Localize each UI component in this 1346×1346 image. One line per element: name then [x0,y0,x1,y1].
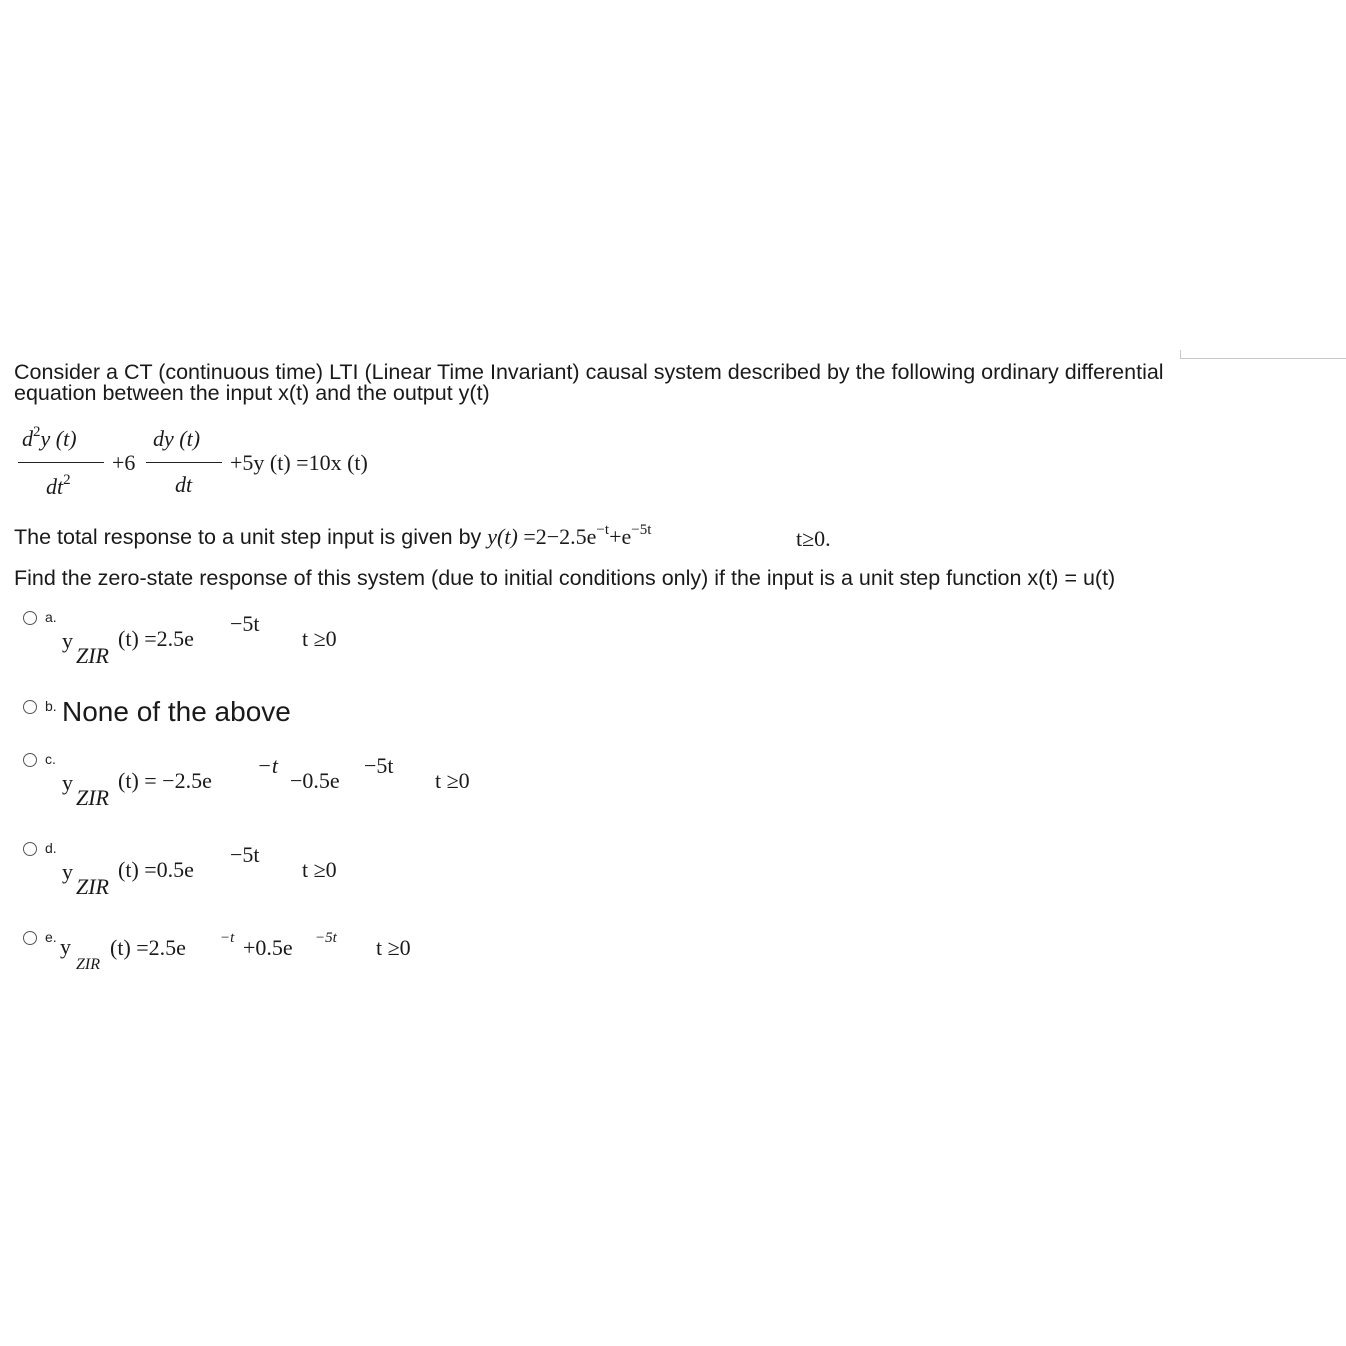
ode-frac-bar-1 [18,462,104,463]
ode-den1: $dt^2$ [46,472,71,499]
option-e-cond: t ≥0 [376,935,411,960]
ode-plus6: +6 [112,450,136,475]
option-e-radio[interactable] [23,931,37,945]
total-response-expr: $y(t) =2-2.5e^{-t}+e^{-5t}$ [487,522,652,549]
find-expr: x(t) = u(t) [1027,566,1116,590]
option-c-body: (t) = −2.5e [118,768,212,793]
option-d-body: (t) =0.5e [118,857,194,882]
option-b-letter: b. [45,698,57,714]
option-c-mid: −0.5e [290,768,340,793]
option-d-letter: d. [45,840,57,856]
option-c-exp1: −t [257,753,278,778]
option-c-cond: t ≥0 [435,768,470,793]
ode-rest: +5y (t) =10x (t) [230,450,368,475]
ode-frac-bar-2 [146,462,222,463]
option-d-y: y [62,859,73,884]
total-response-condition: t≥0. [796,526,831,551]
option-d-exp: −5t [230,842,260,867]
option-e-mid: +0.5e [243,935,293,960]
option-e-body: (t) =2.5e [110,935,186,960]
option-d-cond: t ≥0 [302,857,337,882]
total-response-text: The total response to a unit step input is given by [14,525,488,549]
option-a-sub: ZIR [76,643,109,668]
ode-den2: dt [175,472,193,497]
option-c-sub: ZIR [76,785,109,810]
option-a-letter: a. [45,609,57,625]
option-e-letter: e. [45,929,57,945]
total-response-line [14,522,652,551]
panel-corner-border [1180,350,1346,359]
ode-num2: dy (t) [153,426,201,451]
ode-num1: $d^2y$ (t) [22,424,77,451]
option-e-y: y [60,934,71,959]
option-a-exp: −5t [230,611,260,636]
option-a-body: (t) =2.5e [118,626,194,651]
option-c-y: y [62,770,73,795]
option-a-cond: t ≥0 [302,626,337,651]
question-intro-line1: Consider a CT (continuous time) LTI (Linear Time Invariant) causal system described by the following ordinary differential [14,360,1164,384]
option-c-letter: c. [45,751,56,767]
option-a-y: y [62,628,73,653]
option-e-exp1: −t [220,930,235,946]
option-d-sub: ZIR [76,874,109,899]
option-c-radio[interactable] [23,753,37,767]
find-text: Find the zero-state response of this system (due to initial conditions only) if the input is a unit step function [14,566,1028,590]
option-a-radio[interactable] [23,611,37,625]
question-intro-line2: equation between the input x(t) and the output y(t) [14,381,490,405]
option-b-radio[interactable] [23,700,37,714]
option-b-text: None of the above [62,696,291,727]
option-e-sub: ZIR [76,956,100,973]
option-e-exp2: −5t [315,930,337,946]
option-d-radio[interactable] [23,842,37,856]
find-line [14,567,1115,589]
option-c-exp2: −5t [364,753,394,778]
